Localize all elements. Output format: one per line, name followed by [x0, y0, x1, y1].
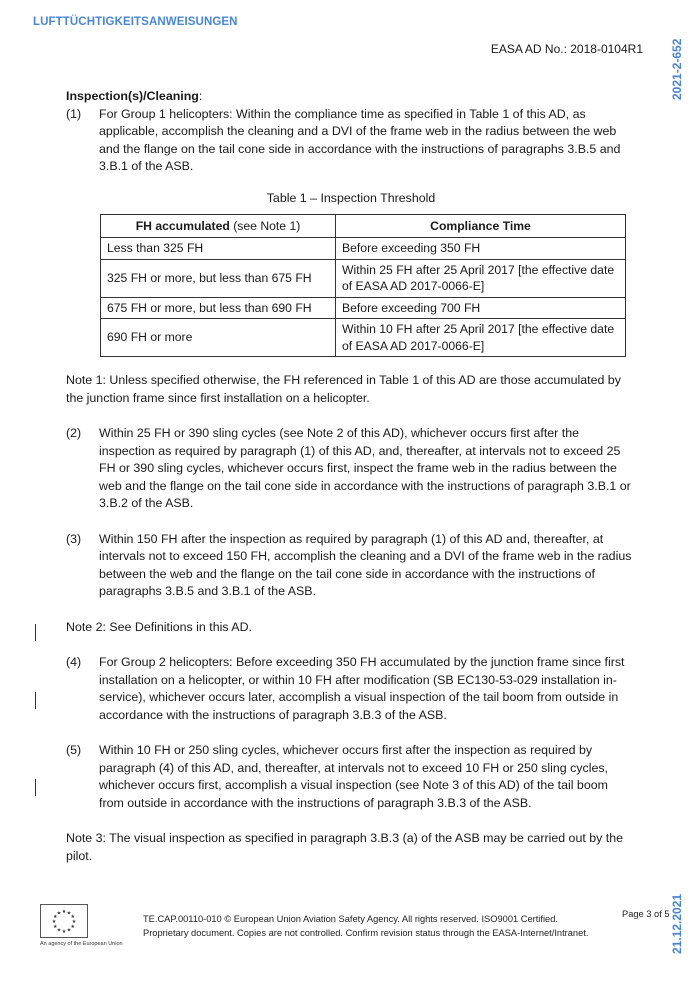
- change-bar: [35, 624, 36, 641]
- svg-text:★: ★: [66, 910, 72, 917]
- note-3: Note 3: The visual inspection as specified in paragraph 3.B.3 (a) of the ASB may be carried out by the pilot.: [66, 831, 623, 863]
- paragraph-text: Within 150 FH after the inspection as required by paragraph (1) of this AD and, thereafter, at intervals not to exceed 150 FH, accomplish the cleaning and a DVI of the frame web in the radius between the web and the flange on the tail cone side in accordance with the instructions of paragraphs 3.B.5 and 3.B.1 of the ASB.: [99, 531, 632, 598]
- table-row: [101, 319, 626, 357]
- paragraph-text: For Group 2 helicopters: Before exceeding 350 FH accumulated by the junction frame since first installation on a helicopter, or within 10 FH after modification (SB EC130-53-029 installation in-service), whichever occurs later, accomplish a visual inspection of the tail boom from outside in accordance with the instructions of paragraph 3.B.3 of the ASB.: [99, 655, 625, 722]
- svg-text:★: ★: [71, 919, 77, 925]
- footer-line-2: Proprietary document. Copies are not controlled. Confirm revision status through the EASA-Internet/Intranet.: [143, 928, 589, 938]
- paragraph-text: Within 25 FH or 390 sling cycles (see Note 2 of this AD), whichever occurs first after the inspection as required by paragraph (1) of this AD, and, thereafter, at intervals not to exceed 25 FH or 390 sling cycles, whichever occurs first, inspect the frame web in the radius between the web and the flange on the tail cone side in accordance with the instructions of paragraph 3.B.1 or 3.B.2 of the ASB.: [99, 426, 631, 510]
- side-stamp-date: 21.12.2021: [670, 893, 684, 954]
- change-bar: [35, 692, 36, 709]
- paragraph-number: (5): [66, 743, 82, 757]
- inspection-threshold-table: [100, 214, 626, 357]
- section-heading-colon: :: [198, 89, 203, 103]
- paragraph-4: [66, 654, 636, 724]
- paragraph-2: [66, 425, 636, 513]
- table-cell-compliance: Before exceeding 350 FH: [336, 238, 626, 260]
- table-header-row: [101, 215, 626, 238]
- svg-text:★: ★: [66, 927, 72, 934]
- paragraph-text: For Group 1 helicopters: Within the compliance time as specified in Table 1 of this AD, as applicable, accomplish the cleaning and a DVI of the frame web in the radius between the web and the flange on the tail cone side in accordance with the instructions of paragraphs 3.B.5 and 3.B.1 of the ASB.: [99, 106, 621, 173]
- table-cell-fh: 325 FH or more, but less than 675 FH: [101, 259, 336, 297]
- stamp-top: LUFTTÜCHTIGKEITSANWEISUNGEN: [33, 16, 238, 28]
- footer-line-1: TE.CAP.00110-010 © European Union Aviation Safety Agency. All rights reserved. ISO9001 Certified.: [143, 914, 558, 924]
- note-2: Note 2: See Definitions in this AD.: [66, 619, 252, 634]
- table-row: [101, 297, 626, 319]
- svg-text:★: ★: [56, 927, 62, 934]
- section-heading: [66, 88, 636, 106]
- table-row: [101, 259, 626, 297]
- svg-text:★: ★: [70, 924, 75, 930]
- svg-text:★: ★: [61, 929, 67, 935]
- table-header-fh-bold: FH accumulated: [135, 218, 230, 233]
- paragraph-number: (4): [66, 655, 82, 669]
- svg-text:★: ★: [56, 910, 62, 917]
- eu-stars-icon: [41, 905, 87, 937]
- svg-text:★: ★: [70, 914, 75, 920]
- page-number: Page 3 of 5: [622, 909, 670, 919]
- table-cell-fh: Less than 325 FH: [101, 238, 336, 260]
- svg-text:★: ★: [61, 909, 67, 915]
- table-header-fh: [101, 215, 336, 238]
- table-cell-compliance: Within 10 FH after 25 April 2017 [the effective date of EASA AD 2017-0066-E]: [336, 319, 626, 357]
- svg-text:★: ★: [53, 914, 58, 920]
- document-body: [66, 88, 636, 865]
- paragraph-number: (1): [66, 106, 82, 121]
- svg-text:★: ★: [51, 919, 57, 925]
- ad-number: EASA AD No.: 2018-0104R1: [490, 42, 643, 56]
- table-header-compliance: [336, 215, 626, 238]
- svg-text:★: ★: [53, 924, 58, 930]
- side-stamp-number: 2021-2-652: [670, 38, 684, 100]
- table-cell-compliance: Before exceeding 700 FH: [336, 297, 626, 319]
- table-header-fh-note: (see Note 1): [229, 218, 301, 233]
- change-bar: [35, 779, 36, 796]
- table-header-compliance-text: Compliance Time: [430, 218, 531, 233]
- agency-line: An agency of the European Union: [40, 941, 123, 947]
- paragraph-1: [66, 106, 636, 176]
- paragraph-3: [66, 531, 636, 601]
- paragraph-number: (3): [66, 531, 82, 546]
- table-cell-compliance: Within 25 FH after 25 April 2017 [the effective date of EASA AD 2017-0066-E]: [336, 259, 626, 297]
- eu-flag-logo: [40, 904, 88, 938]
- table-row: [101, 238, 626, 260]
- note-1: Note 1: Unless specified otherwise, the FH referenced in Table 1 of this AD are those accumulated by the junction frame since first installation on a helicopter.: [66, 373, 621, 405]
- paragraph-number: (2): [66, 426, 82, 440]
- table-cell-fh: 690 FH or more: [101, 319, 336, 357]
- table-cell-fh: 675 FH or more, but less than 690 FH: [101, 297, 336, 319]
- paragraph-text: Within 10 FH or 250 sling cycles, whichever occurs first after the inspection as required by paragraph (4) of this AD, and, thereafter, at intervals not to exceed 10 FH or 250 sling cycles, whichever occurs first, accomplish a visual inspection (see Note 3 of this AD) of the tail boom from outside in accordance with the instructions of paragraph 3.B.3 of the ASB.: [99, 743, 608, 810]
- footer-text: [143, 912, 588, 940]
- table-caption: Table 1 – Inspection Threshold: [266, 190, 436, 205]
- paragraph-5: [66, 742, 636, 812]
- section-heading-text: Inspection(s)/Cleaning: [66, 89, 199, 103]
